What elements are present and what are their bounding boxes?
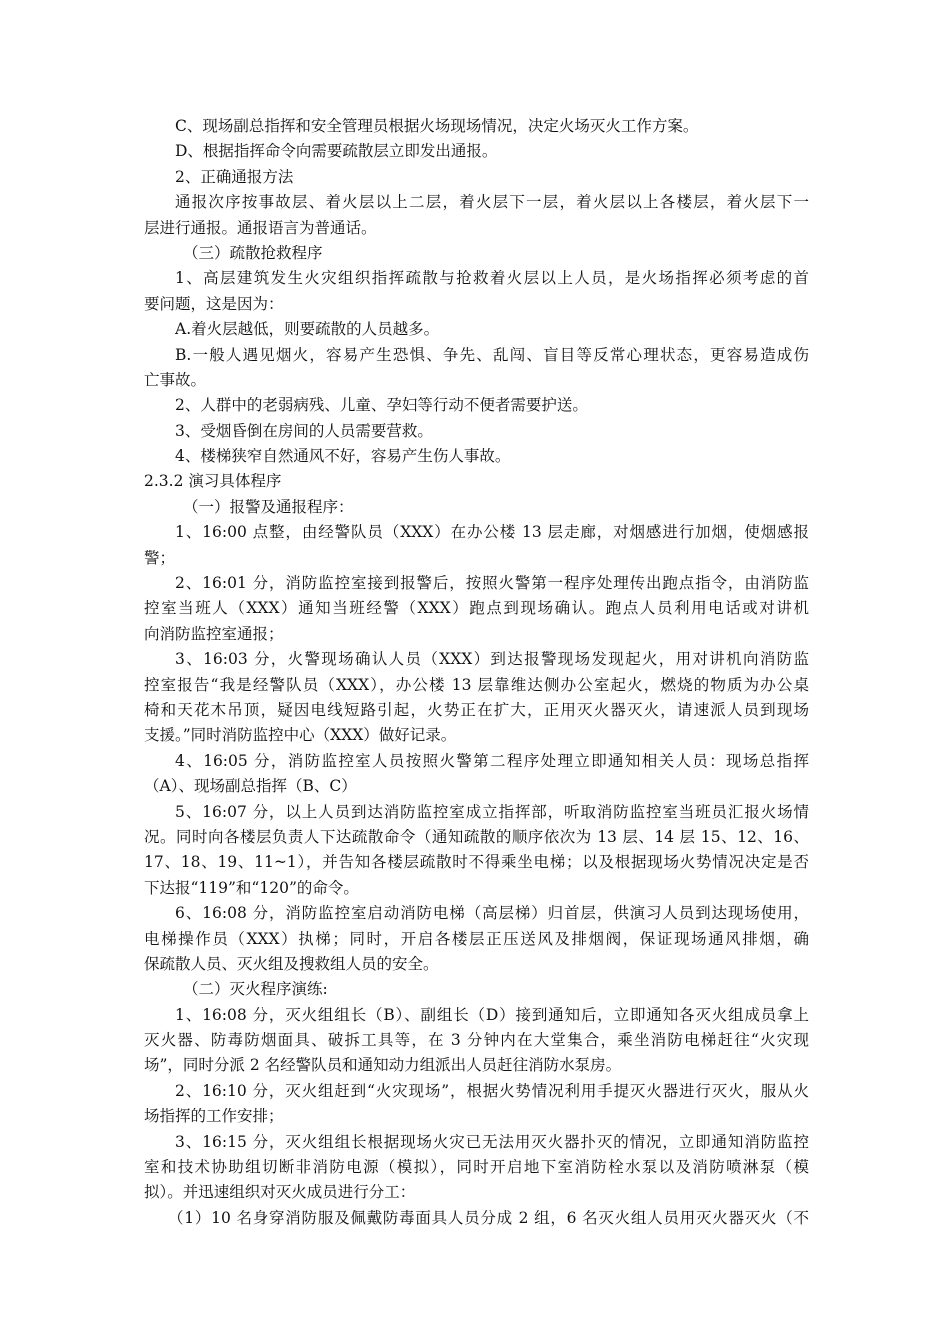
section-heading: （一）报警及通报程序： (183, 497, 354, 516)
text-line: D、根据指挥命令向需要疏散层立即发出通报。 (175, 142, 498, 161)
text-line: 2、人群中的老弱病残、儿童、孕妇等行动不便者需要护送。 (175, 396, 588, 415)
text-line: 1、16:00 点整，由经警队员（XXX）在办公楼 13 层走廊，对烟感进行加烟，使烟感报 (175, 523, 809, 542)
text-line: 3、16:15 分，灭火组组长根据现场火灾已无法用灭火器扑灭的情况，立即通知消防监控 (175, 1132, 809, 1151)
text-line: 5、16:07 分，以上人员到达消防监控室成立指挥部，听取消防监控室当班员汇报火场情 (175, 802, 809, 821)
text-line: 警； (144, 548, 176, 567)
text-line: 17、18、19、11~1），并告知各楼层疏散时不得乘坐电梯；以及根据现场火势情况决定是否 (144, 853, 809, 872)
text-line: 保疏散人员、灭火组及搜救组人员的安全。 (144, 954, 439, 973)
text-line: 室和技术协助组切断非消防电源（模拟），同时开启地下室消防栓水泵以及消防喷淋泵（模 (144, 1158, 809, 1177)
text-line: 1、高层建筑发生火灾组织指挥疏散与抢救着火层以上人员，是火场指挥必须考虑的首 (175, 269, 809, 288)
text-line: C、现场副总指挥和安全管理员根据火场现场情况，决定火场灭火工作方案。 (175, 117, 699, 135)
text-line: 3、受烟昏倒在房间的人员需要营救。 (175, 421, 433, 440)
text-line: 4、楼梯狭窄自然通风不好，容易产生伤人事故。 (175, 447, 511, 466)
text-line: 2、正确通报方法 (175, 167, 294, 186)
section-heading: 2.3.2 演习具体程序 (144, 472, 282, 491)
text-line: A.着火层越低，则要疏散的人员越多。 (175, 320, 440, 339)
text-line: 向消防监控室通报； (144, 624, 284, 643)
text-line: 控室当班人（XXX）通知当班经警（XXX）跑点到现场确认。跑点人员利用电话或对讲机 (144, 599, 809, 618)
text-line: （1）10 名身穿消防服及佩戴防毒面具人员分成 2 组，6 名灭火组人员用灭火器灭火（不 (168, 1208, 809, 1227)
text-line: 电梯操作员（XXX）执梯；同时，开启各楼层正压送风及排烟阀，保证现场通风排烟，确 (144, 929, 809, 948)
section-heading: （三）疏散抢救程序 (183, 243, 323, 262)
text-line: 拟）。并迅速组织对灭火成员进行分工： (144, 1183, 416, 1202)
text-line: 要问题，这是因为： (144, 294, 284, 313)
text-line: 通报次序按事故层、着火层以上二层，着火层下一层，着火层以上各楼层，着火层下一 (175, 193, 809, 212)
text-line: 控室报告“我是经警队员（XXX），办公楼 13 层靠维达侧办公室起火，燃烧的物质为办公桌 (144, 675, 809, 694)
text-line: 2、16:01 分，消防监控室接到报警后，按照火警第一程序处理传出跑点指令，由消防监 (175, 574, 809, 593)
text-line: 椅和天花木吊顶，疑因电线短路引起，火势正在扩大，正用灭火器灭火，请速派人员到现场 (144, 700, 809, 719)
text-line: 2、16:10 分，灭火组赶到“火灾现场”，根据火势情况利用手提灭火器进行灭火，服从火 (175, 1081, 809, 1100)
text-line: 6、16:08 分，消防监控室启动消防电梯（高层梯）归首层，供演习人员到达现场使用， (175, 904, 809, 923)
text-line: 1、16:08 分，灭火组组长（B）、副组长（D）接到通知后，立即通知各灭火组成员拿上 (175, 1005, 809, 1024)
text-line: （A）、现场副总指挥（B、C） (144, 777, 357, 796)
text-line: 场”，同时分派 2 名经警队员和通知动力组派出人员赶往消防水泵房。 (144, 1056, 622, 1075)
text-line: 况。同时向各楼层负责人下达疏散命令（通知疏散的顺序依次为 13 层、14 层 15、12、16、 (144, 827, 809, 846)
document-page (144, 114, 809, 1231)
section-heading: （二）灭火程序演练: (183, 980, 328, 999)
text-line: B.一般人遇见烟火，容易产生恐惧、争先、乱闯、盲目等反常心理状态，更容易造成伤 (175, 345, 809, 364)
text-line: 4、16:05 分，消防监控室人员按照火警第二程序处理立即通知相关人员：现场总指挥 (175, 751, 809, 770)
text-line: 支援。”同时消防监控中心（XXX）做好记录。 (144, 726, 457, 745)
text-line: 亡事故。 (144, 370, 207, 389)
text-line: 层进行通报。通报语言为普通话。 (144, 218, 377, 237)
text-line: 3、16:03 分，火警现场确认人员（XXX）到达报警现场发现起火，用对讲机向消防监 (175, 650, 809, 669)
text-line: 场指挥的工作安排； (144, 1107, 284, 1126)
text-line: 灭火器、防毒防烟面具、破拆工具等，在 3 分钟内在大堂集合，乘坐消防电梯赶往“火灾现 (144, 1031, 809, 1050)
text-line: 下达报“119”和“120”的命令。 (144, 878, 359, 897)
